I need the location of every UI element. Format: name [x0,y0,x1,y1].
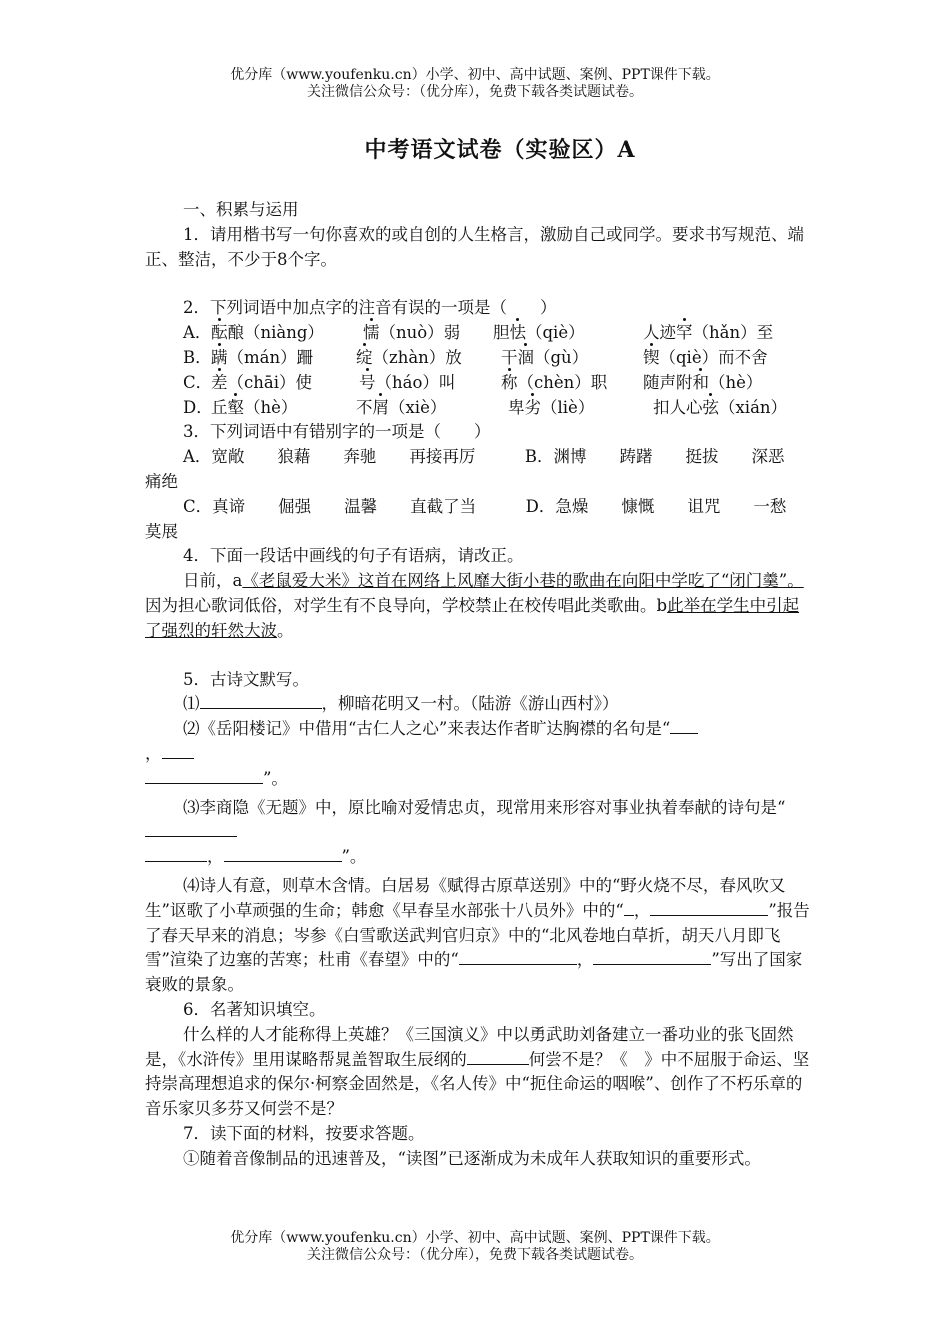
section-heading: 一、积累与运用 [183,200,299,219]
answer-blank[interactable] [650,899,768,916]
question-2-option-c: C． 差（chāi）使 号（háo）叫 称（chèn）职 随声附和（hè） [145,371,810,396]
answer-blank[interactable] [145,820,237,837]
page-title: 中考语文试卷（实验区）A [364,137,636,163]
question-2-option-b: B． 蹒（mán）跚 绽（zhàn）放 干涸（gù） 锲（qiè）而不舍 [145,346,810,371]
answer-blank[interactable] [145,845,207,862]
question-7-material-1: ①随着音像制品的迅速普及，“读图”已逐渐成为未成年人获取知识的重要形式。 [183,1148,761,1168]
question-5-item-1: ⑴ ，柳暗花明又一村。（陆游《游山西村》） [183,694,619,714]
question-3-stem: 3．下列词语中有错别字的一项是（ ） [183,422,491,442]
question-3-line-cd-cont: 莫展 [145,521,178,541]
answer-blank[interactable] [145,767,263,784]
answer-blank[interactable] [459,948,577,965]
question-3-line-ab-cont: 痛绝 [145,471,178,491]
question-3-line-cd: C．真谛 倔强 温馨 直截了当 D．急燥 慷慨 诅咒 一愁 [183,496,787,516]
footer-line-2: 关注微信公众号：（优分库），免费下载各类试题试卷。 [307,1247,643,1263]
question-7-stem: 7．读下面的材料，按要求答题。 [183,1123,425,1143]
header-line-2: 关注微信公众号：（优分库），免费下载各类试题试卷。 [307,84,643,100]
question-2-option-d: D． 丘壑（hè） 不屑（xiè） 卑劣（liè） 扣人心弦（xián） [145,396,810,421]
footer-line-1: 优分库（www.youfenku.cn）小学、初中、高中试题、案例、PPT课件下载。 [230,1230,720,1246]
answer-blank[interactable] [162,742,194,759]
underlined-sentence-b: 此举在学生中引起了强烈的轩然大波 [145,595,800,640]
answer-blank[interactable] [593,948,711,965]
answer-blank[interactable] [624,899,634,916]
question-4-passage: 日前，a《老鼠爱大米》这首在网络上风靡大街小巷的歌曲在向阳中学吃了“闭门羹”。因为担心歌词低俗，对学生有不良导向，学校禁止在校传唱此类歌曲。b此举在学生中引起了强烈的轩然大波。 [145,571,804,640]
page-footer [0,1230,950,1264]
question-4-stem: 4．下面一段话中画线的句子有语病，请改正。 [183,546,524,566]
question-5-item-3: ⑶李商隐《无题》中，原比喻对爱情忠贞，现常用来形容对事业执着奉献的诗句是“ ， ”。 [145,796,810,870]
header-line-1: 优分库（www.youfenku.cn）小学、初中、高中试题、案例、PPT课件下载。 [230,67,720,83]
underlined-sentence-a: 《老鼠爱大米》这首在网络上风靡大街小巷的歌曲在向阳中学吃了“闭门羹”。 [242,571,804,591]
question-5-item-2: ⑵《岳阳楼记》中借用“古仁人之心”来表达作者旷达胸襟的名句是“ ， ”。 [145,717,810,791]
exam-body [145,198,810,1171]
question-5-item-4: ⑷诗人有意，则草木含情。白居易《赋得古原草送别》中的“野火烧不尽，春风吹又生”讴歌了小草顽强的生命；韩愈《早春呈水部张十八员外》中的“ ， ”报告了春天早来的消息；岑参《白雪歌送武判官归京》中的“北风卷地白草折，胡天八月即飞雪”渲染了边塞的苦寒；杜甫《春望》中的“ ， ”写出了国家衰败的景象。 [145,875,810,995]
question-6-stem: 6．名著知识填空。 [183,999,326,1019]
answer-blank[interactable] [200,692,322,709]
question-6-text: 什么样的人才能称得上英雄？《三国演义》中以勇武助刘备建立一番功业的张飞固然是，《水浒传》里用谋略帮晁盖智取生辰纲的 何尝不是？《 》中不屈服于命运、坚持崇高理想追求的保尔·柯察金固然是，《名人传》中“扼住命运的咽喉”、创作了不朽乐章的音乐家贝多芬又何尝不是？ [145,1024,810,1119]
page-header [0,67,950,101]
question-5-stem: 5．古诗文默写。 [183,669,309,689]
question-3-line-ab: A．宽敞 狼藉 奔驰 再接再厉 B．渊博 踌躇 挺拔 深恶 [183,447,785,467]
answer-blank[interactable] [670,717,698,734]
question-1: 1．请用楷书写一句你喜欢的或自创的人生格言，激励自己或同学。要求书写规范、端正、整洁，不少于8个字。 [145,224,804,269]
answer-blank[interactable] [224,845,342,862]
question-2-stem: 2．下列词语中加点字的注音有误的一项是（ ） [183,298,557,318]
question-2-option-a: A． 酝酿（niàng） 懦（nuò）弱 胆怯（qiè） 人迹罕（hǎn）至 [145,321,810,346]
answer-blank[interactable] [467,1048,529,1065]
